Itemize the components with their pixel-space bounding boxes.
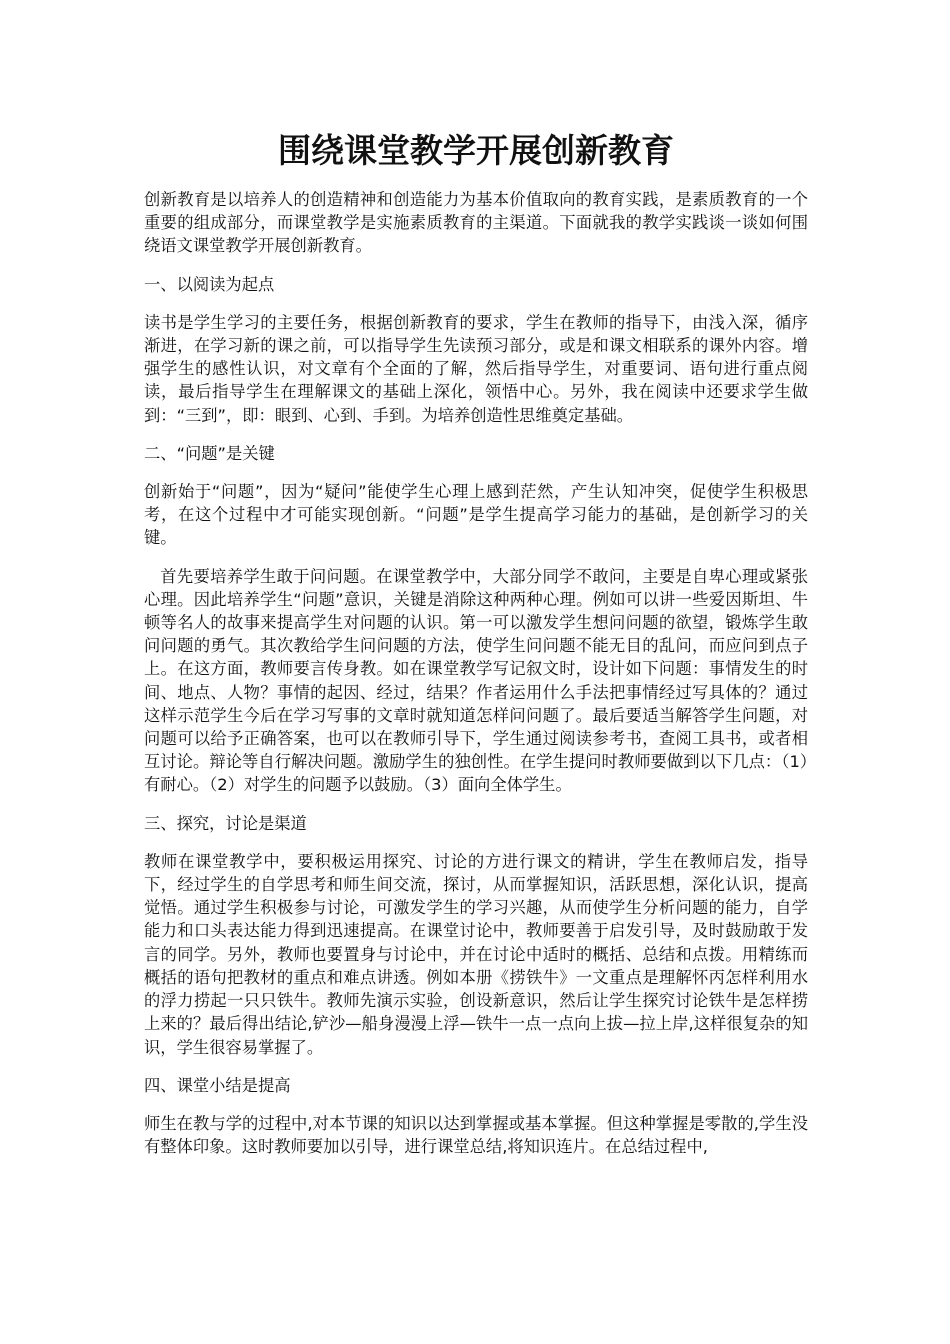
document-page xyxy=(144,124,808,1158)
section-2-paragraph-2: 首先要培养学生敢于问问题。在课堂教学中，大部分同学不敢问，主要是自卑心理或紧张心理。因此培养学生“问题”意识，关键是消除这种两种心理。例如可以讲一些爱因斯坦、牛顿等名人的故事来提高学生对问题的认识。第一可以激发学生想问问题的欲望，锻炼学生敢问问题的勇气。其次教给学生问问题的方法，使学生问问题不能无目的乱问，而应问到点子上。在这方面，教师要言传身教。如在课堂教学写记叙文时，设计如下问题：事情发生的时间、地点、人物？事情的起因、经过，结果？作者运用什么手法把事情经过写具体的？通过这样示范学生今后在学习写事的文章时就知道怎样问问题了。最后要适当解答学生问题，对问题可以给予正确答案，也可以在教师引导下，学生通过阅读参考书，查阅工具书，或者相互讨论。辩论等自行解决问题。激励学生的独创性。在学生提问时教师要做到以下几点：（1）有耐心。（2）对学生的问题予以鼓励。（3）面向全体学生。 xyxy=(144,566,808,795)
spacer xyxy=(144,427,808,442)
section-2-paragraph-1: 创新始于“问题”，因为“疑问”能使学生心理上感到茫然，产生认知冲突，促使学生积极思考，在这个过程中才可能实现创新。“问题”是学生提高学习能力的基础，是创新学习的关键。 xyxy=(144,482,808,548)
spacer xyxy=(144,258,808,273)
spacer xyxy=(144,550,808,565)
spacer xyxy=(144,1059,808,1074)
section-1-paragraph-1: 读书是学生学习的主要任务，根据创新教育的要求，学生在教师的指导下，由浅入深，循序渐进，在学习新的课之前，可以指导学生先读预习部分，或是和课文相联系的课外内容。增强学生的感性认识，对文章有个全面的了解，然后指导学生，对重要词、语句进行重点阅读，最后指导学生在理解课文的基础上深化，领悟中心。另外，我在阅读中还要求学生做到：“三到”，即：眼到、心到、手到。为培养创造性思维奠定基础。 xyxy=(144,312,808,425)
spacer xyxy=(144,797,808,812)
spacer xyxy=(144,1097,808,1112)
intro-paragraph: 创新教育是以培养人的创造精神和创造能力为基本价值取向的教育实践，是素质教育的一个重要的组成部分，而课堂教学是实施素质教育的主渠道。下面就我的教学实践谈一谈如何围绕语文课堂教学开展创新教育。 xyxy=(144,190,808,256)
spacer xyxy=(144,296,808,311)
section-heading-2: 二、“问题”是关键 xyxy=(144,443,275,463)
section-4-paragraph-1: 师生在教与学的过程中,对本节课的知识以达到掌握或基本掌握。但这种掌握是零散的,学生没有整体印象。这时教师要加以引导，进行课堂总结,将知识连片。在总结过程中, xyxy=(144,1113,808,1157)
section-heading-4: 四、课堂小结是提高 xyxy=(144,1075,291,1095)
section-heading-3: 三、探究，讨论是渠道 xyxy=(144,813,307,833)
section-3-paragraph-1: 教师在课堂教学中，要积极运用探究、讨论的方进行课文的精讲，学生在教师启发，指导下，经过学生的自学思考和师生间交流，探讨，从而掌握知识，活跃思想，深化认识，提高觉悟。通过学生积极参与讨论，可激发学生的学习兴趣，从而使学生分析问题的能力，自学能力和口头表达能力得到迅速提高。在课堂讨论中，教师要善于启发引导，及时鼓励敢于发言的同学。另外，教师也要置身与讨论中，并在讨论中适时的概括、总结和点拨。用精练而概括的语句把教材的重点和难点讲透。例如本册《捞铁牛》一文重点是理解怀丙怎样利用水的浮力捞起一只只铁牛。教师先演示实验，创设新意识，然后让学生探究讨论铁牛是怎样捞上来的？最后得出结论,铲沙—船身漫漫上浮—铁牛一点一点向上拔—拉上岸,这样很复杂的知识，学生很容易掌握了。 xyxy=(144,851,808,1057)
document-title: 围绕课堂教学开展创新教育 xyxy=(278,131,674,170)
spacer xyxy=(144,465,808,480)
section-heading-1: 一、以阅读为起点 xyxy=(144,274,275,294)
spacer xyxy=(144,835,808,850)
